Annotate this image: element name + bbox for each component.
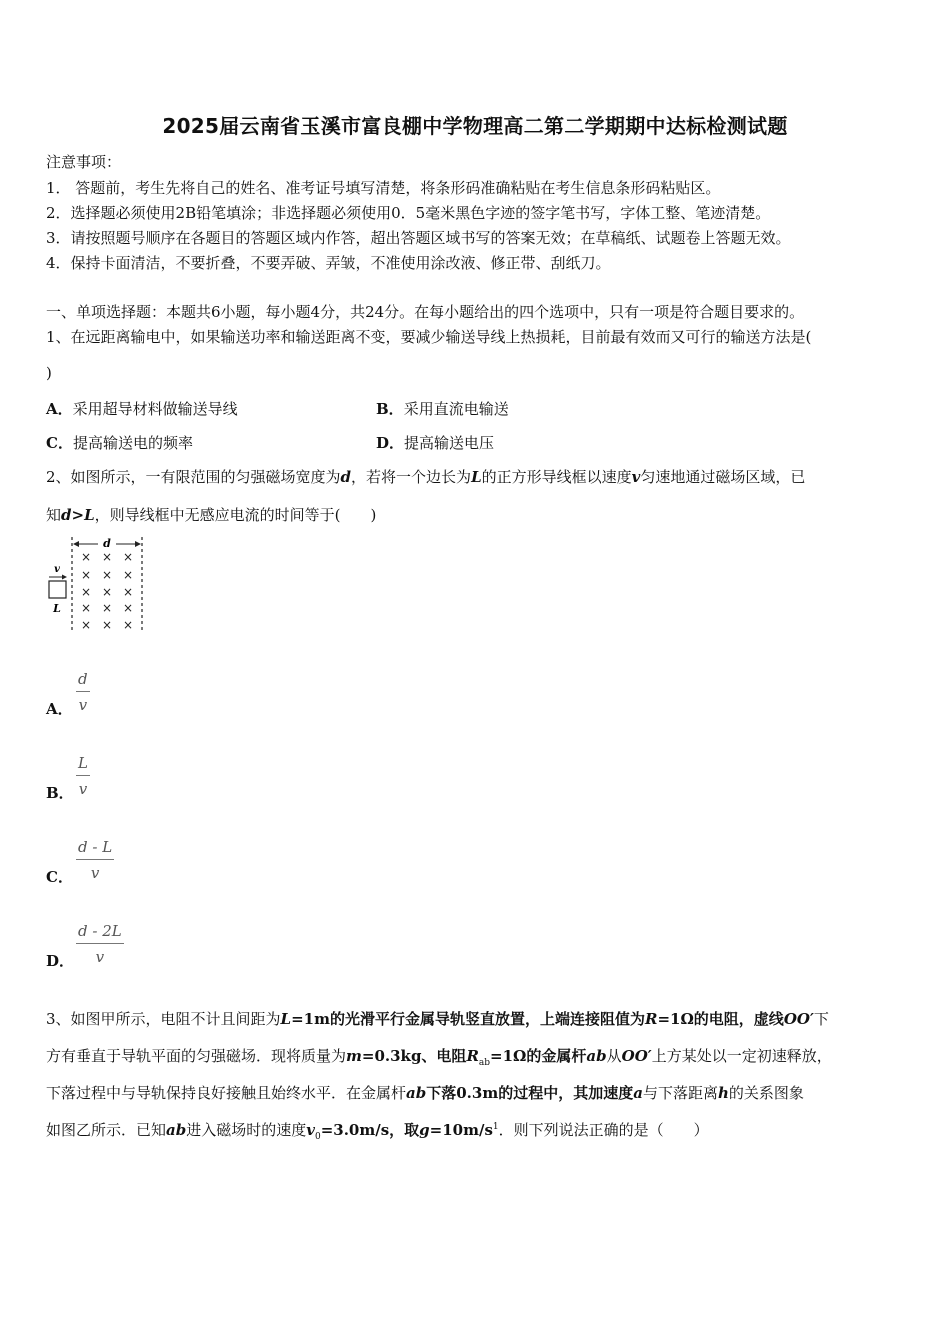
q1-stem: 1、在远距离输电中，如果输送功率和输送距离不变，要减少输送导线上热损耗，目前最有效而又可行的输送方法是( [46, 328, 812, 346]
q2-stem-cont: 知d>L，则导线框中无感应电流的时间等于( ) [46, 506, 377, 524]
q2-option-b-fraction[interactable]: $\frac{L}{v}$ [78, 754, 88, 798]
svg-text:×: × [80, 568, 92, 582]
q2-option-b-label[interactable]: B． [46, 784, 74, 802]
svg-text:×: × [101, 568, 113, 582]
svg-text:×: × [80, 550, 92, 564]
q2-stem: 2、如图所示，一有限范围的匀强磁场宽度为d，若将一个边长为L的正方形导线框以速度v匀速地通过磁场区域，已 [46, 468, 806, 486]
q2-option-d-label[interactable]: D． [46, 952, 75, 970]
notice-item-2: 2．选择题必须使用2B铅笔填涂；非选择题必须使用0．5毫米黑色字迹的签字笔书写，字体工整、笔迹清楚。 [46, 204, 771, 222]
svg-text:×: × [122, 568, 134, 582]
q3-line-4: 如图乙所示．已知ab进入磁场时的速度$v_0=3.0m/s$，取$g=10m/s^1$．则下列说法正确的是（ ） [46, 1121, 709, 1142]
svg-text:×: × [101, 618, 113, 632]
svg-text:×: × [122, 618, 134, 632]
diagram-d-label: d [103, 537, 111, 550]
diagram-v-label: v [54, 564, 60, 575]
svg-text:×: × [80, 585, 92, 599]
diagram-L-label: L [53, 602, 61, 615]
q2-option-d-fraction[interactable]: $\frac{d - 2L}{v}$ [78, 922, 122, 966]
svg-text:×: × [101, 550, 113, 564]
q3-line-3: 下落过程中与导轨保持良好接触且始终水平．在金属杆ab下落0.3m的过程中，其加速度a与下落距离h的关系图象 [46, 1084, 804, 1102]
notice-item-3: 3．请按照题号顺序在各题目的答题区域内作答，超出答题区域书写的答案无效；在草稿纸、试题卷上答题无效。 [46, 229, 791, 247]
q2-option-a-fraction[interactable]: $\frac{d}{v}$ [78, 670, 88, 714]
svg-text:×: × [122, 550, 134, 564]
q3-line-2: 方有垂直于导轨平面的匀强磁场．现将质量为m=0.3kg、电阻$R_{ab}=1\Omega$的金属杆ab从OO′上方某处以一定初速释放， [46, 1047, 832, 1068]
svg-text:×: × [122, 601, 134, 615]
q1-option-b[interactable]: B．采用直流电输送 [376, 400, 509, 418]
notice-item-4: 4．保持卡面清洁，不要折叠，不要弄破、弄皱，不准使用涂改液、修正带、刮纸刀。 [46, 254, 611, 272]
q3-line-1: 3、如图甲所示，电阻不计且间距为L=1m的光滑平行金属导轨竖直放置，上端连接阻值为R=1Ω的电阻，虚线OO′下 [46, 1010, 829, 1028]
q1-stem-cont: ) [46, 364, 52, 382]
q1-option-d[interactable]: D．提高输送电压 [376, 434, 495, 452]
svg-text:×: × [101, 601, 113, 615]
q2-option-c-fraction[interactable]: $\frac{d - L}{v}$ [78, 838, 113, 882]
field-crosses [81, 550, 133, 632]
svg-text:×: × [101, 585, 113, 599]
q2-option-a-label[interactable]: A． [46, 700, 73, 718]
svg-text:×: × [80, 601, 92, 615]
magnetic-field-diagram [46, 535, 156, 635]
svg-text:×: × [80, 618, 92, 632]
q1-option-a[interactable]: A．采用超导材料做输送导线 [46, 400, 238, 418]
section-heading: 一、单项选择题：本题共6小题，每小题4分，共24分。在每小题给出的四个选项中，只有一项是符合题目要求的。 [46, 303, 805, 321]
q1-option-c[interactable]: C．提高输送电的频率 [46, 434, 193, 452]
notice-heading: 注意事项： [46, 153, 122, 171]
notice-item-1: 1． 答题前，考生先将自己的姓名、准考证号填写清楚，将条形码准确粘贴在考生信息条形码粘贴区。 [46, 179, 721, 197]
svg-text:×: × [122, 585, 134, 599]
page-title: 2025届云南省玉溪市富良棚中学物理高二第二学期期中达标检测试题 [162, 114, 788, 138]
q2-option-c-label[interactable]: C． [46, 868, 73, 886]
square-loop [49, 581, 66, 598]
